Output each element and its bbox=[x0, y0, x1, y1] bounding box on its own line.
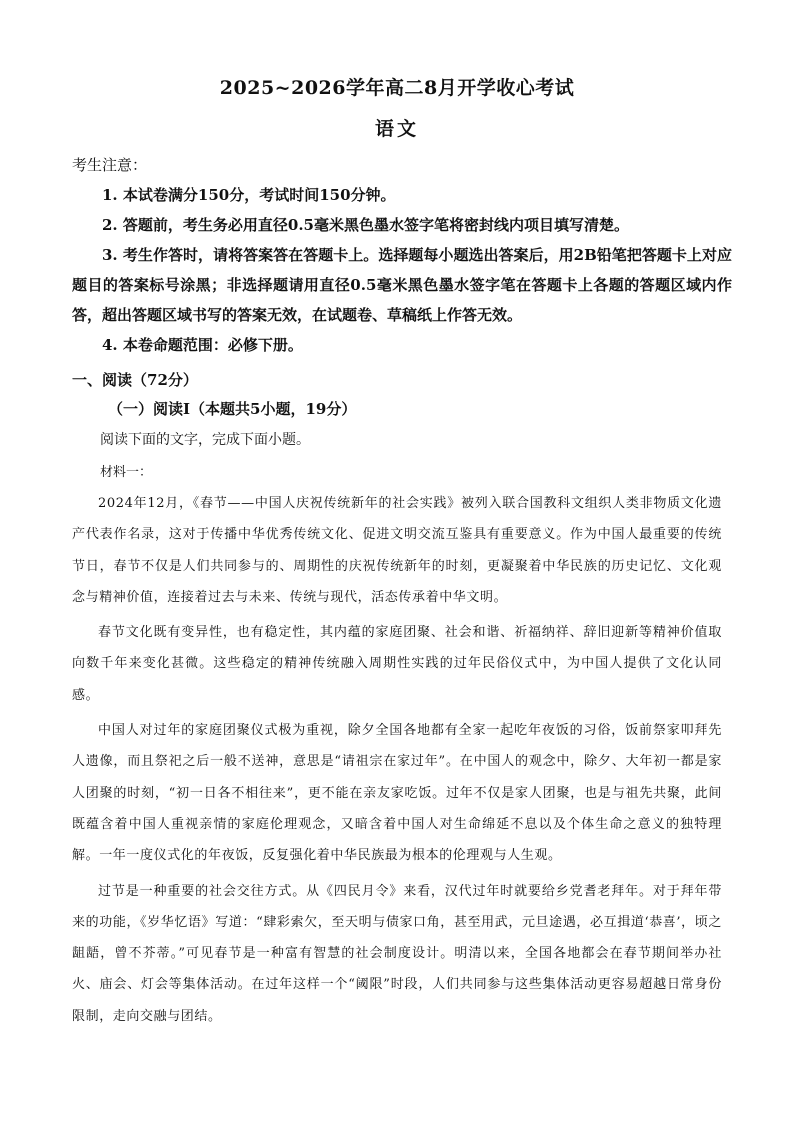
reading-instruction: 阅读下面的文字，完成下面小题。 bbox=[100, 432, 310, 448]
notice-item: 3. 考生作答时，请将答案答在答题卡上。选择题每小题选出答案后，用2B铅笔把答题卡上对应题目的答案标号涂黑；非选择题请用直径0.5毫米黑色墨水签字笔在答题卡上各题的答题区域内作答，超出答题区域书写的答案无效，在试题卷、草稿纸上作答无效。 bbox=[72, 246, 732, 324]
material-label: 材料一： bbox=[100, 465, 153, 480]
passage-paragraph: 中国人对过年的家庭团聚仪式极为重视，除夕全国各地都有全家一起吃年夜饭的习俗，饭前祭家叩拜先人遗像，而且祭祀之后一般不送神，意思是“请祖宗在家过年”。在中国人的观念中，除夕、大年初一都是家人团聚的时刻，“初一日各不相往来”，更不能在亲友家吃饭。过年不仅是家人团聚，也是与祖先共聚，此间既蕴含着中国人重视亲情的家庭伦理观念，又暗含着中国人对生命绵延不息以及个体生命之意义的独特理解。一年一度仪式化的年夜饭，反复强化着中华民族最为根本的伦理观与人生观。 bbox=[72, 723, 722, 864]
notice-item: 1. 本试卷满分150分，考试时间150分钟。 bbox=[102, 186, 396, 204]
notice-item: 4. 本卷命题范围：必修下册。 bbox=[102, 336, 303, 354]
section-heading: 一、阅读（72分） bbox=[72, 371, 198, 389]
section-subheading: （一）阅读Ⅰ（本题共5小题，19分） bbox=[108, 400, 357, 418]
exam-title: 2025~2026学年高二8月开学收心考试 bbox=[219, 77, 575, 99]
subject-title: 语文 bbox=[374, 118, 419, 140]
passage-paragraph: 过节是一种重要的社会交往方式。从《四民月令》来看，汉代过年时就要给乡党耆老拜年。对于拜年带来的功能，《岁华忆语》写道：“肆彩索欠，至天明与债家口角，甚至用武，元旦途遇，必互揖道‘恭喜’，顷之龃龉，曾不芥蒂。”可见春节是一种富有智慧的社会制度设计。明清以来，全国各地都会在春节期间举办社火、庙会、灯会等集体活动。在过年这样一个“阈限”时段，人们共同参与这些集体活动更容易超越日常身份限制，走向交融与团结。 bbox=[72, 883, 722, 1024]
notice-block bbox=[72, 150, 732, 360]
passage-paragraph: 春节文化既有变异性，也有稳定性，其内蕴的家庭团聚、社会和谐、祈福纳祥、辞旧迎新等精神价值取向数千年来变化甚微。这些稳定的精神传统融入周期性实践的过年民俗仪式中，为中国人提供了文化认同感。 bbox=[72, 625, 722, 703]
passage-body bbox=[72, 488, 722, 1036]
notice-item: 2. 答题前，考生务必用直径0.5毫米黑色墨水签字笔将密封线内项目填写清楚。 bbox=[102, 216, 629, 234]
passage-paragraph: 2024年12月，《春节——中国人庆祝传统新年的社会实践》被列入联合国教科文组织人类非物质文化遗产代表作名录，这对于传播中华优秀传统文化、促进文明交流互鉴具有重要意义。作为中国人最重要的传统节日，春节不仅是人们共同参与的、周期性的庆祝传统新年的时刻，更凝聚着中华民族的历史记忆、文化观念与精神价值，连接着过去与未来、传统与现代，活态传承着中华文明。 bbox=[72, 496, 722, 605]
notice-label: 考生注意： bbox=[72, 156, 148, 174]
